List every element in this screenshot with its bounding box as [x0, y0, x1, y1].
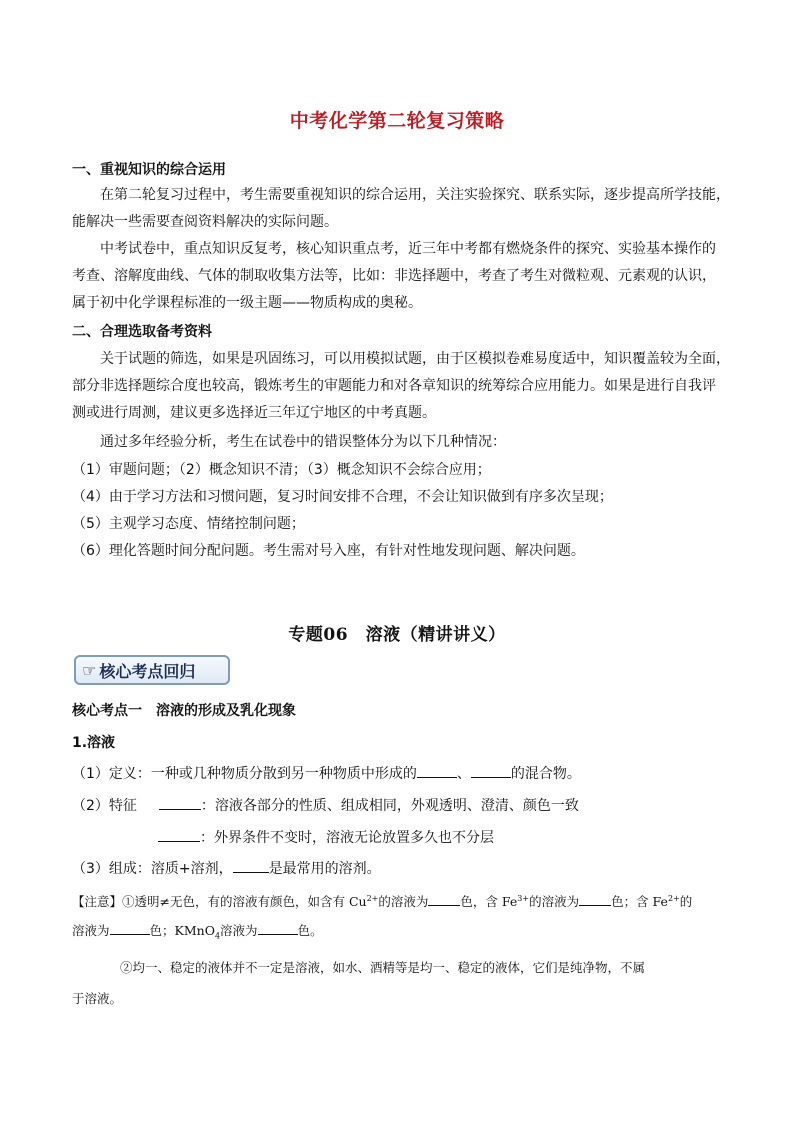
answer-blank: [579, 891, 611, 906]
charge-superscript: 2+: [366, 894, 379, 903]
composition-end: 是最常用的溶剂。: [268, 861, 381, 877]
note-text: 色。: [297, 923, 323, 938]
composition-line: [72, 858, 381, 879]
note-text: 的: [679, 894, 693, 910]
section1-paragraph2-line3: 属于初中化学课程标准的一级主题——物质构成的奥秘。: [72, 295, 422, 311]
section2-paragraph2-line1: 通过多年经验分析，考生在试卷中的错误整体分为以下几种情况：: [100, 434, 506, 450]
definition-line: [72, 763, 581, 784]
list-item: （1）审题问题；（2）概念知识不清；（3）概念知识不会综合应用；: [72, 462, 491, 478]
note-text: 的溶液为: [378, 894, 429, 910]
feature-line-1: [72, 795, 579, 816]
answer-blank: [258, 920, 298, 935]
core-review-badge: [74, 655, 230, 685]
feature-line-2: [158, 827, 494, 848]
note-text: 色；含 Fe: [611, 894, 668, 910]
note-text: 溶液为: [220, 923, 258, 938]
section2-paragraph1-line1: 关于试题的筛选，如果是巩固练习，可以用模拟试题，由于区模拟卷难易度适中，知识覆盖较为全面，: [100, 351, 730, 367]
definition-separator: 、: [456, 766, 471, 782]
answer-blank: [471, 763, 511, 778]
core-point-title: 溶液的形成及乳化现象: [156, 703, 296, 719]
answer-blank: [417, 763, 457, 778]
note-line-2: [72, 920, 323, 947]
definition-end: 的混合物。: [510, 766, 581, 782]
topic-title: 专题06 溶液（精讲讲义）: [288, 625, 506, 645]
feature-label: （2）特征: [72, 798, 137, 814]
answer-blank: [110, 920, 150, 935]
core-point-heading: [72, 700, 296, 720]
subsection-heading: 1.溶液: [72, 735, 116, 751]
section1-paragraph2-line1: 中考试卷中，重点知识反复考，核心知识重点考，近三年中考都有燃烧条件的探究、实验基本操作的: [100, 241, 716, 257]
section1-heading: 一、重视知识的综合运用: [72, 162, 226, 178]
feature-text-1: ：溶液各部分的性质、组成相同，外观透明、澄清、颜色一致: [200, 798, 579, 814]
section1-paragraph1-line1: 在第二轮复习过程中，考生需要重视知识的综合运用，关注实验探究、联系实际，逐步提高所学技能，: [100, 187, 730, 203]
formula-subscript: 4: [214, 931, 221, 941]
feature-text-2: ：外界条件不变时，溶液无论放置多久也不分层: [200, 830, 494, 846]
answer-blank: [159, 795, 201, 810]
answer-blank: [428, 891, 460, 906]
definition-text: （1）定义：一种或几种物质分散到另一种物质中形成的: [72, 766, 417, 782]
section2-paragraph1-line2: 部分非选择题综合度也较高，锻炼考生的审题能力和对各章知识的统筹综合应用能力。如果是进行自我评: [72, 378, 716, 394]
note-line-1: [72, 889, 692, 912]
note-text: 溶液为: [72, 923, 110, 938]
note-text: 色，含 Fe: [460, 894, 518, 910]
answer-blank: [158, 827, 200, 842]
page-title: 中考化学第二轮复习策略: [289, 110, 505, 132]
note-line-3: ②均一、稳定的液体并不一定是溶液，如水、酒精等是均一、稳定的液体，它们是纯净物，不属: [120, 960, 646, 975]
composition-text: （3）组成：溶质+溶剂，: [72, 861, 233, 877]
list-item: （5）主观学习态度、情绪控制问题；: [72, 516, 305, 532]
list-item: （4）由于学习方法和习惯问题，复习时间安排不合理，不会让知识做到有序多次呈现；: [72, 489, 613, 505]
section2-heading: 二、合理选取备考资料: [72, 324, 212, 340]
section2-paragraph1-line3: 测或进行周测，建议更多选择近三年辽宁地区的中考真题。: [72, 405, 436, 421]
badge-label: 核心考点回归: [99, 661, 196, 681]
note-text: 【注意】①透明≠无色，有的溶液有颜色，如含有 Cu: [72, 894, 367, 910]
charge-superscript: 3+: [517, 894, 530, 903]
core-point-label: 核心考点一: [72, 703, 142, 719]
list-item: （6）理化答题时间分配问题。考生需对号入座，有针对性地发现问题、解决问题。: [72, 543, 585, 559]
note-line-4: 于溶液。: [72, 991, 123, 1006]
answer-blank: [233, 858, 269, 873]
note-text: 的溶液为: [529, 894, 580, 910]
note-text: 色；KMnO: [149, 923, 215, 938]
section1-paragraph2-line2: 考查、溶解度曲线、气体的制取收集方法等，比如：非选择题中，考查了考生对微粒观、元素观的认识，: [72, 268, 716, 284]
pointing-hand-icon: ☞: [82, 660, 97, 680]
charge-superscript: 2+: [667, 894, 680, 903]
section1-paragraph1-line2: 能解决一些需要查阅资料解决的实际问题。: [72, 214, 338, 230]
